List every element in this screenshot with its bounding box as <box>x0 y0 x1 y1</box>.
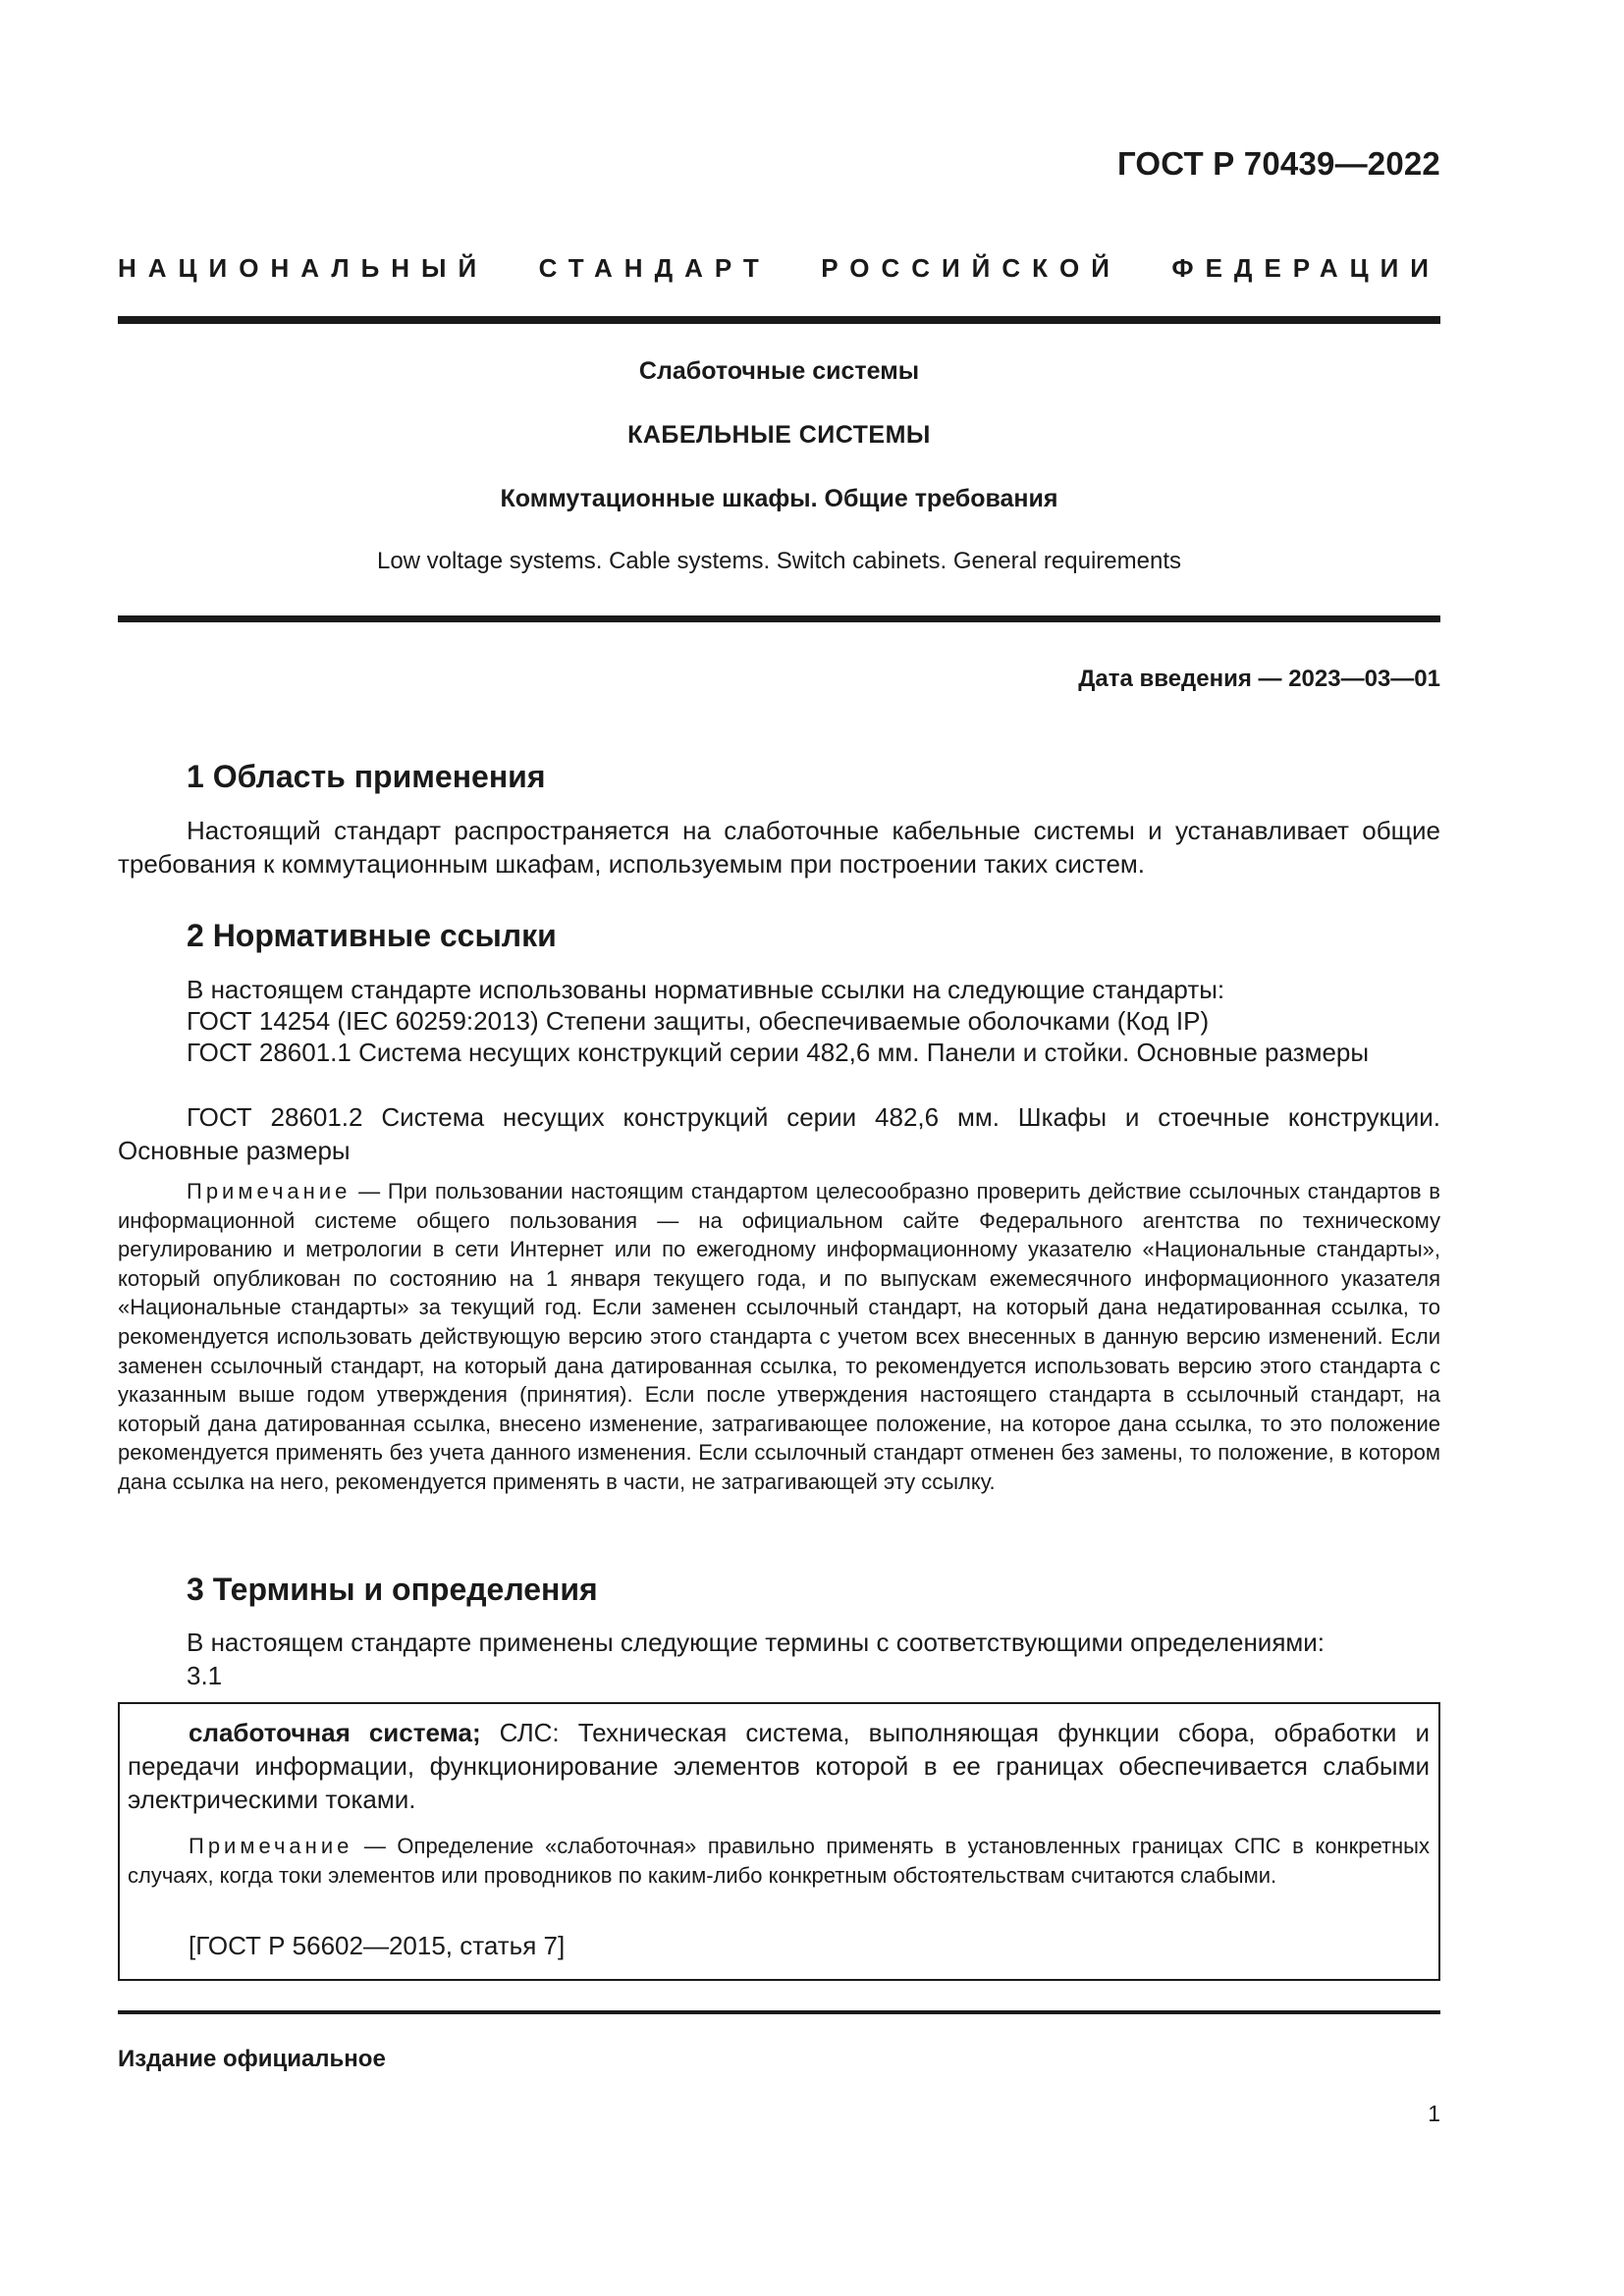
note-label: Примечание <box>189 1834 353 1858</box>
section-2-heading: 2 Нормативные ссылки <box>187 918 557 953</box>
title-line-1: Слаботочные системы <box>638 357 920 385</box>
section-1-text: Настоящий стандарт распространяется на слаботочные кабельные системы и устанавливает общие требования к коммутационным шкафам, используемым при построении таких систем. <box>118 816 1440 879</box>
national-standard-banner: НАЦИОНАЛЬНЫЙ СТАНДАРТ РОССИЙСКОЙ ФЕДЕРАЦИИ <box>118 253 1440 283</box>
footer-divider <box>118 2010 1440 2014</box>
term-name: слаботочная система; <box>189 1718 481 1747</box>
title-divider <box>118 615 1440 622</box>
edition-label: Издание официальное <box>118 2046 386 2072</box>
definition-source: [ГОСТ Р 56602—2015, статья 7] <box>189 1931 566 1960</box>
note-text: — Определение «слаботочная» правильно применять в установленных границах СПС в конкретных случаях, когда токи элементов или проводников по каким-либо конкретным обстоятельствам считаются слабыми. <box>128 1834 1430 1888</box>
definition-text: СЛС: Техническая система, выполняющая функции сбора, обработки и передачи информации, функционирование элементов которой в ее границах обеспечивается слабыми электрическими токами. <box>128 1718 1430 1814</box>
page-number: 1 <box>1428 2101 1440 2126</box>
section-1-heading: 1 Область применения <box>187 759 546 794</box>
reference-item: ГОСТ 28601.2 Система несущих конструкций серии 482,6 мм. Шкафы и стоечные конструкции. Основные размеры <box>118 1102 1440 1165</box>
section-3-intro: В настоящем стандарте применены следующие термины с соответствующими определениями: <box>187 1628 1326 1657</box>
section-3-heading: 3 Термины и определения <box>187 1572 598 1607</box>
top-divider <box>118 316 1440 324</box>
term-definition <box>128 1716 1430 1816</box>
document-code: ГОСТ Р 70439—2022 <box>1116 145 1440 182</box>
note-label: Примечание <box>187 1179 352 1203</box>
title-english: Low voltage systems. Cable systems. Switch cabinets. General requirements <box>376 548 1181 574</box>
reference-item: ГОСТ 14254 (IEC 60259:2013) Степени защиты, обеспечиваемые оболочками (Код IP) <box>187 1006 1210 1036</box>
section-2-note <box>118 1177 1440 1497</box>
definition-note <box>128 1832 1430 1890</box>
definition-box <box>118 1702 1440 1981</box>
title-line-3: Коммутационные шкафы. Общие требования <box>500 485 1058 512</box>
note-text: — При пользовании настоящим стандартом целесообразно проверить действие ссылочных стандартов в информационной системе общего пользования — на официальном сайте Федерального агентства по техническому регулированию и метрологии в сети Интернет или по ежегодному информационному указателю «Национальные стандарты», который опубликован по состоянию на 1 января текущего года, и по выпускам ежемесячного информационного указателя «Национальные стандарты» за текущий год. Если заменен ссылочный стандарт, на который дана недатированная ссылка, то рекомендуется использовать действующую версию этого стандарта с учетом всех внесенных в данную версию изменений. Если заменен ссылочный стандарт, на который дана датированная ссылка, то рекомендуется использовать версию этого стандарта с указанным выше годом утверждения (принятия). Если после утверждения настоящего стандарта в ссылочный стандарт, на который дана датированная ссылка, внесено изменение, затрагивающее положение, на которое дана ссылка, то это положение рекомендуется применять без учета данного изменения. Если ссылочный стандарт отменен без замены, то положение, в котором дана ссылка на него, рекомендуется применять в части, не затрагивающей эту ссылку. <box>118 1179 1440 1494</box>
section-2-intro: В настоящем стандарте использованы нормативные ссылки на следующие стандарты: <box>187 975 1225 1004</box>
title-line-2: КАБЕЛЬНЫЕ СИСТЕМЫ <box>627 421 931 449</box>
term-number: 3.1 <box>187 1661 223 1690</box>
introduction-date: Дата введения — 2023—03—01 <box>1078 666 1440 692</box>
reference-item: ГОСТ 28601.1 Система несущих конструкций серии 482,6 мм. Панели и стойки. Основные размеры <box>187 1038 1370 1067</box>
